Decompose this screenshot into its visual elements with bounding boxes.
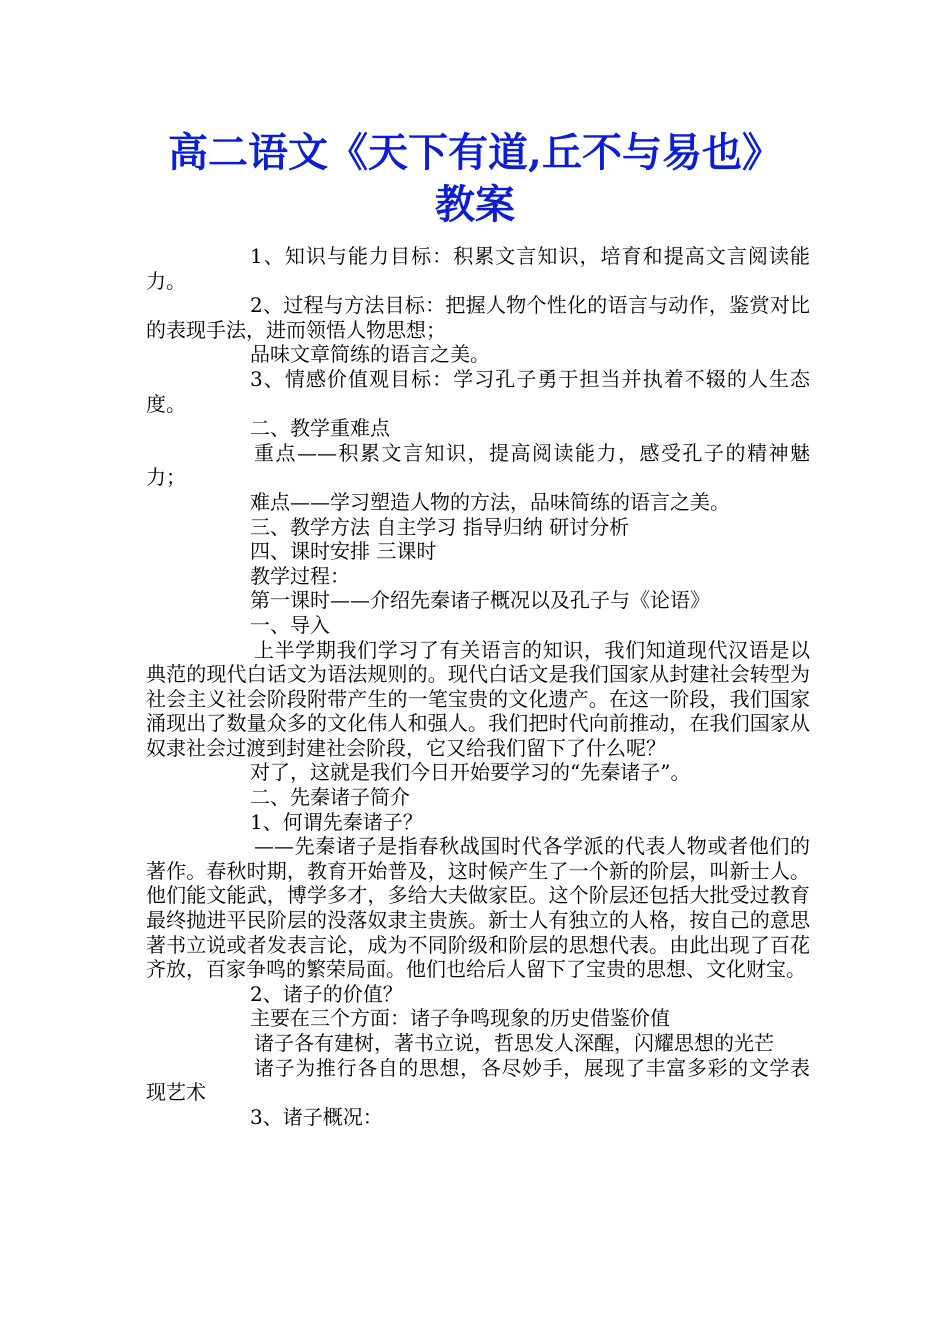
paragraph: 重点——积累文言知识，提高阅读能力，感受孔子的精神魅力； (146, 440, 810, 490)
document-title-line-2: 教案 (435, 181, 515, 228)
paragraph: 1、何谓先秦诸子？ (250, 809, 423, 834)
paragraph: 教学过程： (250, 563, 350, 588)
document-body (146, 244, 810, 1129)
paragraph: 2、诸子的价值？ (250, 981, 403, 1006)
paragraph: 一、导入 (250, 612, 330, 637)
paragraph: 诸子为推行各自的思想，各尽妙手，展现了丰富多彩的文学表现艺术 (146, 1055, 810, 1105)
paragraph: 对了，这就是我们今日开始要学习的“先秦诸子”。 (250, 760, 691, 785)
paragraph: 第一课时——介绍先秦诸子概况以及孔子与《论语》 (250, 588, 710, 613)
paragraph: 诸子各有建树，著书立说，哲思发人深醒，闪耀思想的光芒 (254, 1031, 774, 1055)
paragraph: 1、知识与能力目标：积累文言知识，培育和提高文言阅读能力。 (146, 244, 810, 293)
document-title-line-1: 高二语文《天下有道,丘不与易也》 (168, 129, 782, 176)
paragraph: 3、诸子概况： (250, 1104, 383, 1129)
paragraph: 二、教学重难点 (250, 416, 390, 441)
paragraph: 三、教学方法 自主学习 指导归纳 研讨分析 (250, 514, 630, 539)
paragraph: 难点——学习塑造人物的方法，品味简练的语言之美。 (250, 489, 730, 514)
paragraph: 二、先秦诸子简介 (250, 785, 410, 810)
paragraph: 2、过程与方法目标：把握人物个性化的语言与动作，鉴赏对比的表现手法，进而领悟人物思想； (146, 293, 810, 342)
paragraph: 主要在三个方面：诸子争鸣现象的历史借鉴价值 (250, 1006, 670, 1031)
paragraph: ——先秦诸子是指春秋战国时代各学派的代表人物或者他们的著作。春秋时期，教育开始普及，这时候产生了一个新的阶层，叫新士人。他们能文能武，博学多才，多给大夫做家臣。这个阶层还包括大批受过教育最终抛进平民阶层的没落奴隶主贵族。新士人有独立的人格，按自己的意思著书立说或者发表言论，成为不同阶级和阶层的思想代表。由此出现了百花齐放，百家争鸣的繁荣局面。他们也给后人留下了宝贵的思想、文化财宝。 (146, 834, 810, 982)
paragraph: 品味文章简练的语言之美。 (250, 342, 490, 367)
paragraph: 3、情感价值观目标：学习孔子勇于担当并执着不辍的人生态度。 (146, 366, 810, 416)
paragraph: 四、课时安排 三课时 (250, 539, 437, 564)
paragraph: 上半学期我们学习了有关语言的知识，我们知道现代汉语是以典范的现代白话文为语法规则的。现代白话文是我们国家从封建社会转型为社会主义社会阶段附带产生的一笔宝贵的文化遗产。在这一阶段，我们国家涌现出了数量众多的文化伟人和强人。我们把时代向前推动，在我们国家从奴隶社会过渡到封建社会阶段，它又给我们留下了什么呢？ (146, 637, 810, 760)
